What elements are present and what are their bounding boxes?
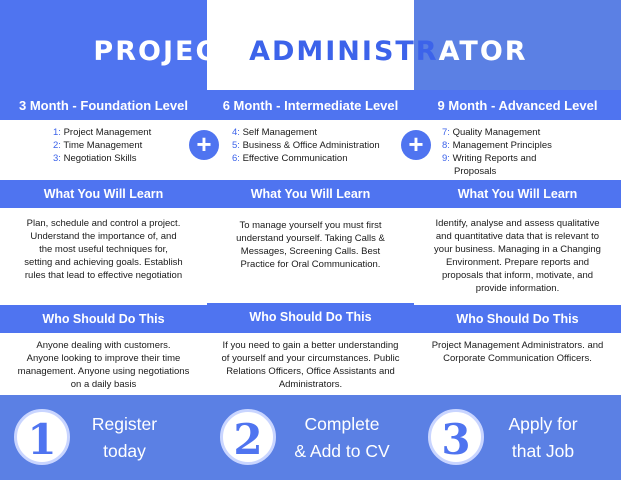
module-list-advanced: [442, 126, 612, 178]
step-number-3: 3: [428, 409, 484, 465]
who-heading: Who Should Do This: [0, 305, 207, 333]
learn-heading: What You Will Learn: [207, 180, 414, 208]
learn-text-foundation: Plan, schedule and control a project. Understand the importance of, and the most useful techniques for, setting and achieving goals. Establish rules that lead to effective negotiation: [24, 218, 183, 281]
step-number-1: 1: [14, 409, 70, 465]
module-item: 8: Management Principles: [442, 140, 552, 151]
who-text-intermediate: If you need to gain a better understanding of yourself and your circumstances. Public Relations Officers, Office Assistants and Administrators.: [221, 340, 400, 390]
title-part-3: ATOR: [438, 36, 528, 67]
module-item: 5: Business & Office Administration: [232, 140, 380, 151]
module-item: 1: Project Management: [53, 127, 152, 138]
page-title: [0, 36, 621, 67]
step-2-label: Complete & Add to CV: [294, 414, 390, 461]
learn-heading: What You Will Learn: [0, 180, 207, 208]
level-intermediate: 6 Month - Intermediate Level: [207, 90, 414, 120]
level-advanced: 9 Month - Advanced Level: [414, 90, 621, 120]
learn-text-intermediate: To manage yourself you must first understand yourself. Taking Calls & Messages, Screening Calls. Best Practice for Oral Communication.: [236, 220, 385, 270]
title-part-1: PROJECT: [93, 36, 250, 67]
who-heading: Who Should Do This: [414, 305, 621, 333]
step-number-2: 2: [220, 409, 276, 465]
who-text-advanced: Project Management Administrators. and Corporate Communication Officers.: [431, 340, 604, 364]
module-list-foundation: [53, 126, 203, 165]
step-1-label: Register today: [91, 414, 158, 461]
plus-icon: +: [189, 130, 219, 160]
plus-icon: +: [401, 130, 431, 160]
module-item: 7: Quality Management: [442, 127, 541, 138]
who-heading: Who Should Do This: [207, 303, 414, 331]
module-item: 6: Effective Communication: [232, 153, 348, 164]
module-item: Proposals: [454, 166, 497, 177]
title-part-2: ADMINISTR: [249, 36, 439, 67]
module-item: 3: Negotiation Skills: [53, 153, 137, 164]
level-foundation: 3 Month - Foundation Level: [0, 90, 207, 120]
module-item: 4: Self Management: [232, 127, 318, 138]
who-text-foundation: Anyone dealing with customers. Anyone looking to improve their time management. Anyone using negotiations on a daily basis: [17, 340, 190, 390]
learn-heading: What You Will Learn: [414, 180, 621, 208]
module-list-intermediate: [232, 126, 402, 165]
module-item: 2: Time Management: [53, 140, 143, 151]
step-3-label: Apply for that Job: [508, 414, 578, 461]
module-item: 9: Writing Reports and: [442, 153, 537, 164]
learn-text-advanced: Identify, analyse and assess qualitative and quantitative data that is relevant to your business. Managing in a Changing Environment. Prepare reports and proposals that inform, motivate, and provide information.: [434, 218, 601, 294]
